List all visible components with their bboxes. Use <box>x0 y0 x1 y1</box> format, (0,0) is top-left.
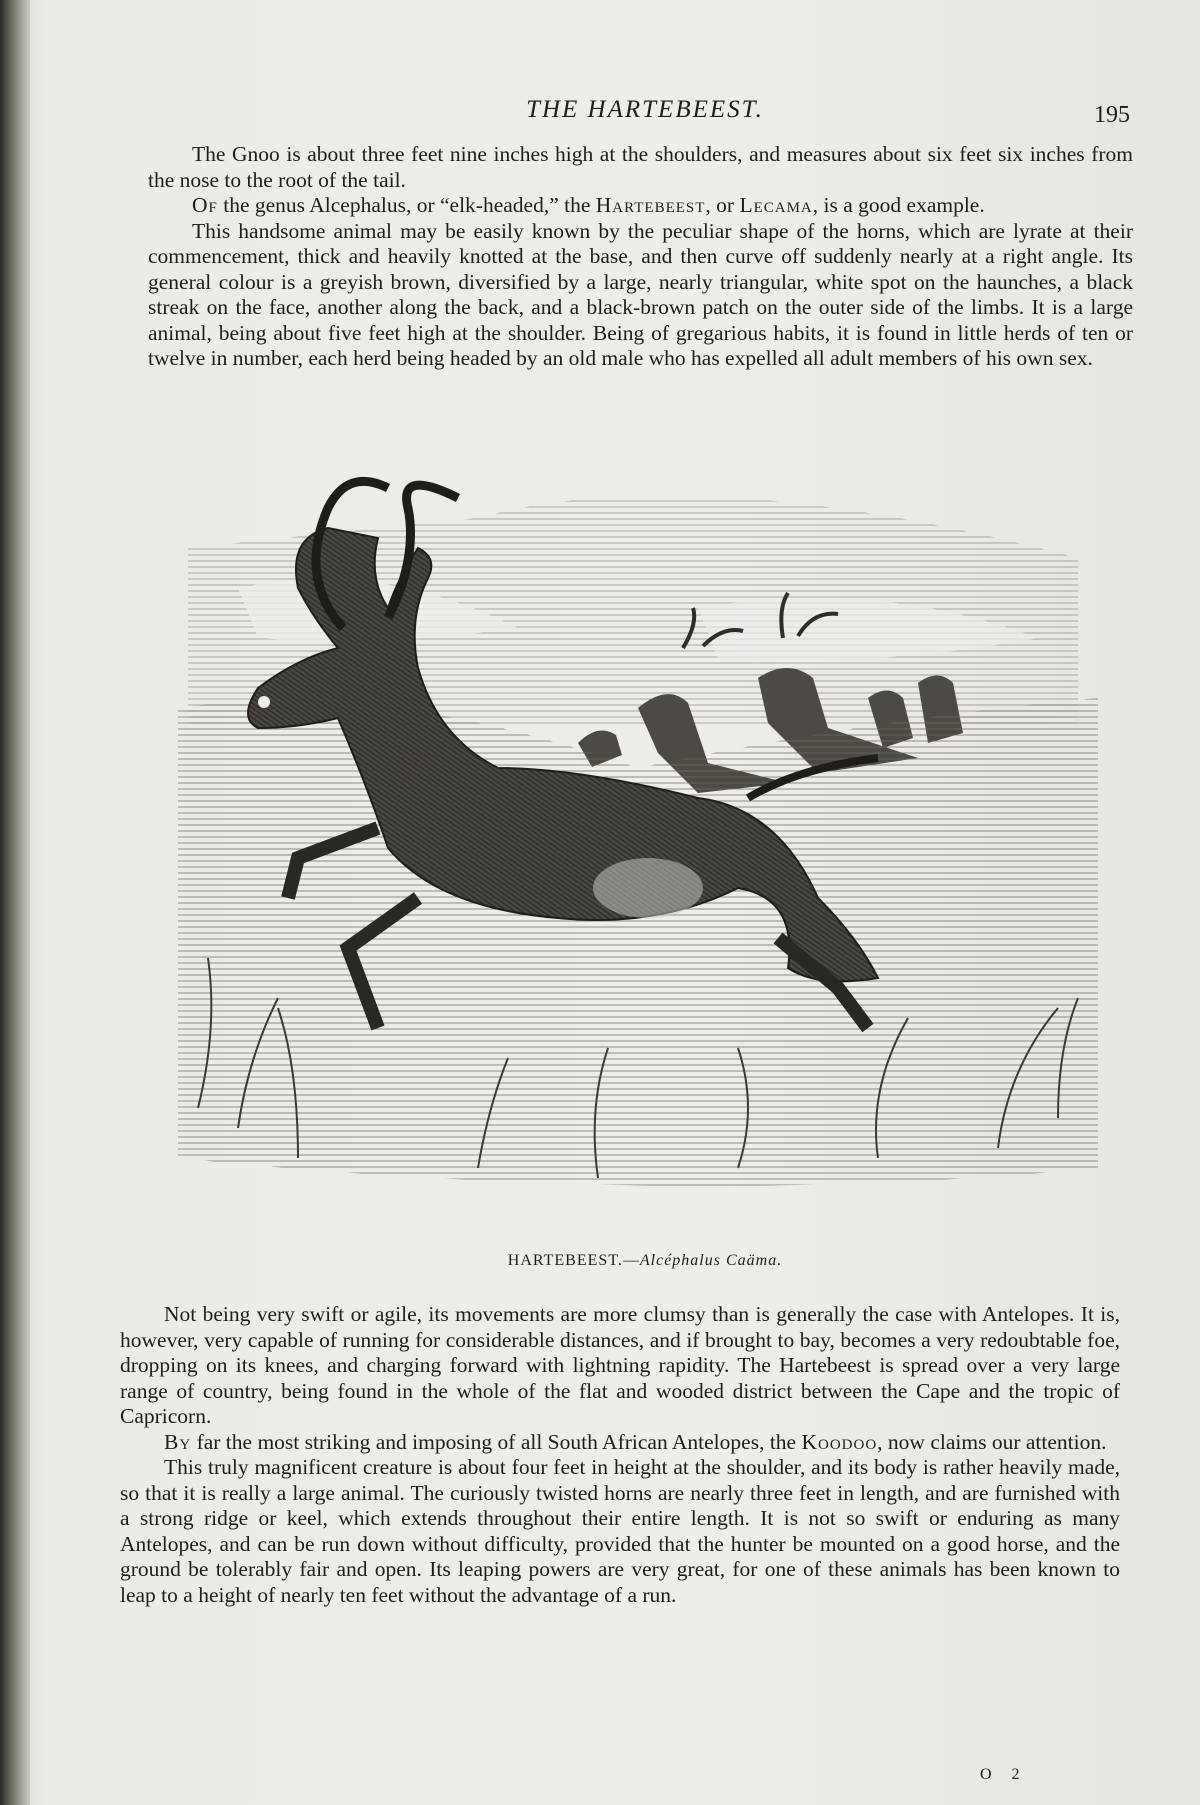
caption-main: HARTEBEEST.— <box>507 1252 640 1269</box>
paragraph-alcephalus <box>148 193 1133 219</box>
haunch-patch <box>593 858 703 918</box>
paragraph-koodoo-intro <box>120 1430 1120 1456</box>
name-hartebeest: Hartebeest <box>595 193 706 217</box>
running-title: THE HARTEBEEST. <box>526 96 764 123</box>
paragraph-koodoo-description: This truly magnificent creature is about four feet in height at the shoulder, and its body is rather heavily made, so that it is really a large animal. The curiously twisted horns are nearly three feet in length, and are furnished with a strong ridge or keel, which extends throughout their entire length. It is not so swift or enduring as many Antelopes, and can be run down without difficulty, provided that the hunter be mounted on a good horse, and the ground be tolerably fair and open. Its leaping powers are very great, for one of these animals has been known to leap to a height of nearly ten feet without the advantage of a run. <box>120 1455 1120 1607</box>
paragraph-gnoo: The Gnoo is about three feet nine inches high at the shoulders, and measures about six feet six inches from the nose to the root of the tail. <box>148 142 1133 192</box>
caption-latin: Alcéphalus Caäma. <box>639 1252 783 1269</box>
hartebeest-engraving <box>178 468 1098 1238</box>
figure-caption <box>150 1252 1140 1270</box>
signature-mark: O 2 <box>980 1766 1028 1783</box>
text-run: , or <box>705 193 740 217</box>
grass-field <box>178 698 1098 1186</box>
bottom-text-block <box>120 1302 1120 1608</box>
text-run: , is a good example. <box>812 193 985 217</box>
text-run: far the most striking and imposing of all South African Antelopes, the <box>191 1429 802 1454</box>
nose-highlight <box>258 696 270 708</box>
text-run: , now claims our attention. <box>877 1429 1107 1454</box>
drop-word: Of <box>192 193 218 217</box>
drop-word: By <box>164 1429 192 1454</box>
page-edge-shadow <box>0 0 30 1805</box>
page-number: 195 <box>1094 102 1130 128</box>
text-run: the genus Alcephalus, or “elk-headed,” the <box>217 193 596 217</box>
paragraph-description: This handsome animal may be easily known by the peculiar shape of the horns, which are lyrate at their commencement, thick and heavily knotted at the base, and then curve off suddenly nearly at a right angle. Its general colour is a greyish brown, diversified by a large, nearly triangular, white spot on the haunches, a black streak on the face, another along the back, and a black-brown patch on the outer side of the limbs. It is a large animal, being about five feet high at the shoulder. Being of gregarious habits, it is found in little herds of ten or twelve in number, each herd being headed by an old male who has expelled all adult members of his own sex. <box>148 218 1133 370</box>
name-koodoo: Koodoo <box>801 1429 878 1454</box>
paragraph-behaviour: Not being very swift or agile, its movements are more clumsy than is generally the case with Antelopes. It is, however, very capable of running for considerable distances, and if brought to bay, becomes a very redoubtable foe, dropping on its knees, and charging forward with lightning rapidity. The Hartebeest is spread over a very large range of country, being found in the whole of the flat and wooded district between the Cape and the tropic of Capricorn. <box>120 1302 1120 1428</box>
running-head <box>150 96 1140 132</box>
top-text-block <box>148 142 1133 372</box>
name-lecama: Lecama <box>739 193 813 217</box>
